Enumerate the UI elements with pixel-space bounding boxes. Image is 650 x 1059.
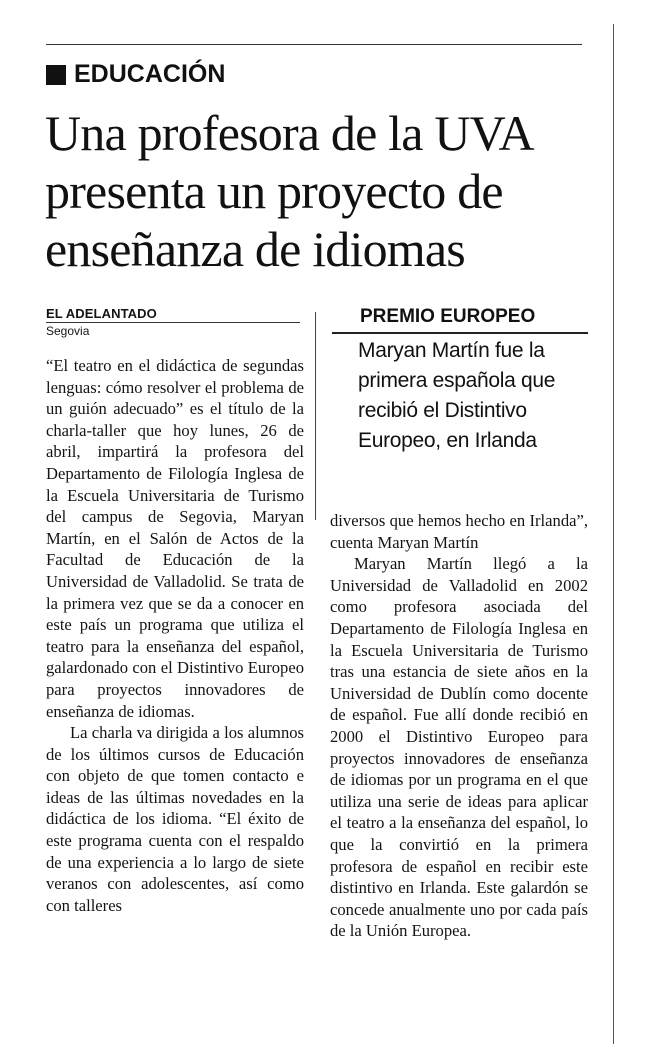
section-header <box>46 60 225 89</box>
section-square-icon <box>46 65 66 85</box>
headline: Una profesora de la UVA presenta un proyecto de enseñanza de idiomas <box>45 105 532 277</box>
body-paragraph: Maryan Martín llegó a la Universidad de Valladolid en 2002 como profesora asociada del Departamento de Filología Inglesa en la Escuela Universitaria de Turismo tras una estancia de siete años en la Universidad de Dublín como docente de español. Fue allí donde recibió en 2000 el Distintivo Europeo para proyectos innovadores de enseñanza de idiomas por un programa en el que utiliza una serie de ideas para aplicar el teatro a la enseñanza del español, lo que la convirtió en la primera profesora de español en recibir este distintivo en Irlanda. Este galardón se concede anualmente uno por cada país de la Unión Europea. <box>330 554 588 941</box>
body-paragraph: La charla va dirigida a los alumnos de los últimos cursos de Educación con objeto de que tomen contacto e ideas de las últimas novedades en la didáctica de los idioma. “El éxito de este programa cuenta con el respaldo de una experiencia a lo largo de siete veranos con adolescentes, así como con talleres <box>46 723 304 915</box>
byline-location: Segovia <box>46 324 90 338</box>
body-column-right <box>330 510 588 942</box>
sidebar-title: PREMIO EUROPEO <box>332 300 588 334</box>
top-rule <box>46 44 582 45</box>
sidebar-pullquote: Maryan Martín fue la primera española que recibió el Distintivo Europeo, en Irlanda <box>358 339 556 452</box>
byline <box>46 306 300 338</box>
column-divider <box>315 312 316 520</box>
body-paragraph: “El teatro en el didáctica de segundas lenguas: cómo resolver el problema de un guión adecuado” es el título de la charla-taller que hoy lunes, 26 de abril, impartirá la profesora del Departamento de Filología Inglesa de la Escuela Universitaria de Turismo del campus de Segovia, Maryan Martín, en el Salón de Actos de la Facultad de Educación de la Universidad de Valladolid. Se trata de la primera vez que se da a conocer en este país un programa que utiliza el teatro para la enseñanza del español, galardonado con el Distintivo Europeo para proyectos innovadores de enseñanza de idiomas. <box>46 356 304 721</box>
right-margin-rule <box>613 24 614 1044</box>
body-paragraph: diversos que hemos hecho en Irlanda”, cuenta Maryan Martín <box>330 511 588 552</box>
body-column-left <box>46 355 304 916</box>
section-label: EDUCACIÓN <box>74 60 226 88</box>
byline-agency: EL ADELANTADO <box>46 306 300 323</box>
